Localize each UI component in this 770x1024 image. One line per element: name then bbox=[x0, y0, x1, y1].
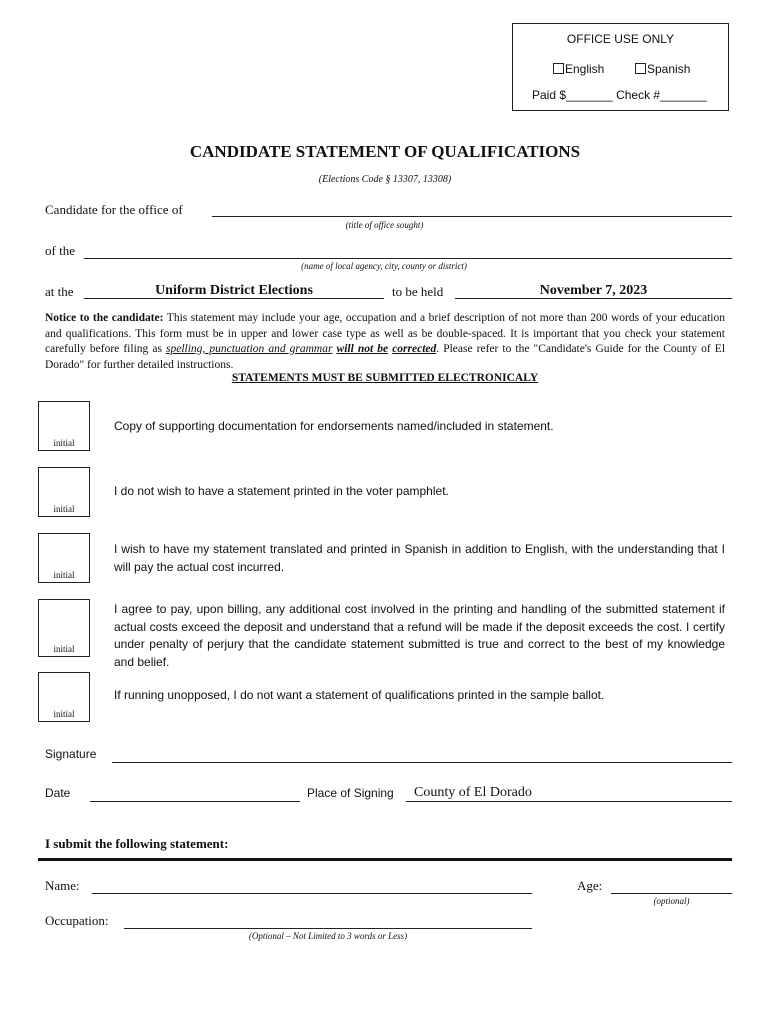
office-use-box bbox=[512, 23, 729, 111]
initial-text-1: Copy of supporting documentation for endorsements named/included in statement. bbox=[114, 419, 554, 433]
place-value[interactable]: County of El Dorado bbox=[414, 785, 532, 800]
initial-box-4[interactable] bbox=[38, 599, 90, 657]
initial-label: initial bbox=[53, 570, 75, 580]
english-checkbox[interactable] bbox=[553, 63, 564, 74]
notice-corrected: corrected bbox=[392, 343, 437, 355]
initial-label: initial bbox=[53, 709, 75, 719]
submit-electronically-note: STATEMENTS MUST BE SUBMITTED ELECTRONICALY bbox=[231, 372, 539, 384]
initial-label: initial bbox=[53, 438, 75, 448]
name-label: Name: bbox=[45, 878, 80, 893]
english-label: English bbox=[565, 62, 605, 76]
age-label: Age: bbox=[577, 878, 603, 893]
spanish-checkbox[interactable] bbox=[635, 63, 646, 74]
office-field[interactable] bbox=[212, 216, 732, 217]
occupation-label: Occupation: bbox=[45, 913, 109, 928]
place-label: Place of Signing bbox=[307, 786, 394, 800]
agency-field[interactable] bbox=[84, 258, 732, 259]
office-caption: (title of office sought) bbox=[345, 220, 424, 230]
occupation-caption: (Optional – Not Limited to 3 words or Less) bbox=[248, 931, 408, 941]
office-use-title: OFFICE USE ONLY bbox=[566, 32, 675, 46]
notice-will-not-be: will not be bbox=[336, 343, 389, 355]
initial-text-2: I do not wish to have a statement printed in the voter pamphlet. bbox=[114, 484, 449, 498]
notice-lead: Notice to the candidate: bbox=[45, 312, 164, 324]
spanish-option[interactable] bbox=[635, 62, 690, 76]
notice-body-1: This statement may include your age, occupation and a brief description of not more than 200 words of your education and qualifications. This form must be in upper and lower case type as well as be double-spaced. It is important that you check your statement carefully before filing as bbox=[45, 312, 725, 355]
place-field bbox=[406, 801, 732, 802]
initial-box-1[interactable] bbox=[38, 401, 90, 451]
initial-text-4: I agree to pay, upon billing, any additional cost involved in the printing and handling of the submitted statement if actual costs exceed the deposit and understand that a refund will be made if the deposit exceeds the cost. I certify under penalty of perjury that the candidate statement submitted is true and correct to the best of my knowledge and belief. bbox=[114, 602, 725, 669]
notice-emphasis: spelling, punctuation and grammar bbox=[165, 343, 333, 355]
at-label: at the bbox=[45, 284, 74, 299]
office-label: Candidate for the office of bbox=[45, 202, 183, 217]
initial-box-3[interactable] bbox=[38, 533, 90, 583]
election-date-field bbox=[455, 298, 732, 299]
occupation-field[interactable] bbox=[124, 928, 532, 929]
age-field[interactable] bbox=[611, 893, 732, 894]
date-field[interactable] bbox=[90, 801, 300, 802]
signature-label: Signature bbox=[45, 747, 97, 761]
notice-body-2: . Please refer to the "Candidate's Guide for the County of El Dorado" for further detailed instructions. bbox=[45, 343, 726, 371]
page-subtitle: (Elections Code § 13307, 13308) bbox=[318, 174, 452, 185]
initial-text-3: I wish to have my statement translated and printed in Spanish in addition to English, with the understanding that I will pay the actual cost incurred. bbox=[114, 542, 725, 574]
initial-box-2[interactable] bbox=[38, 467, 90, 517]
spanish-label: Spanish bbox=[647, 62, 691, 76]
agency-caption: (name of local agency, city, county or district) bbox=[301, 261, 467, 271]
election-name-value[interactable]: Uniform District Elections bbox=[155, 283, 313, 298]
age-caption: (optional) bbox=[653, 896, 690, 906]
initial-box-5[interactable] bbox=[38, 672, 90, 722]
signature-field[interactable] bbox=[112, 762, 732, 763]
notice-paragraph bbox=[45, 311, 725, 373]
name-field[interactable] bbox=[92, 893, 532, 894]
initial-text-5: If running unopposed, I do not want a statement of qualifications printed in the sample ballot. bbox=[114, 688, 605, 702]
section-divider bbox=[38, 858, 732, 861]
date-label: Date bbox=[45, 786, 71, 800]
ofthe-label: of the bbox=[45, 243, 75, 258]
held-label: to be held bbox=[392, 284, 444, 299]
election-name-field bbox=[84, 298, 384, 299]
initial-label: initial bbox=[53, 644, 75, 654]
paid-check-line[interactable]: Paid $_______ Check #_______ bbox=[532, 88, 707, 102]
english-option[interactable] bbox=[553, 62, 604, 76]
page-title: CANDIDATE STATEMENT OF QUALIFICATIONS bbox=[189, 142, 581, 161]
initial-label: initial bbox=[53, 504, 75, 514]
election-date-value[interactable]: November 7, 2023 bbox=[539, 283, 648, 298]
statement-heading: I submit the following statement: bbox=[45, 836, 229, 851]
